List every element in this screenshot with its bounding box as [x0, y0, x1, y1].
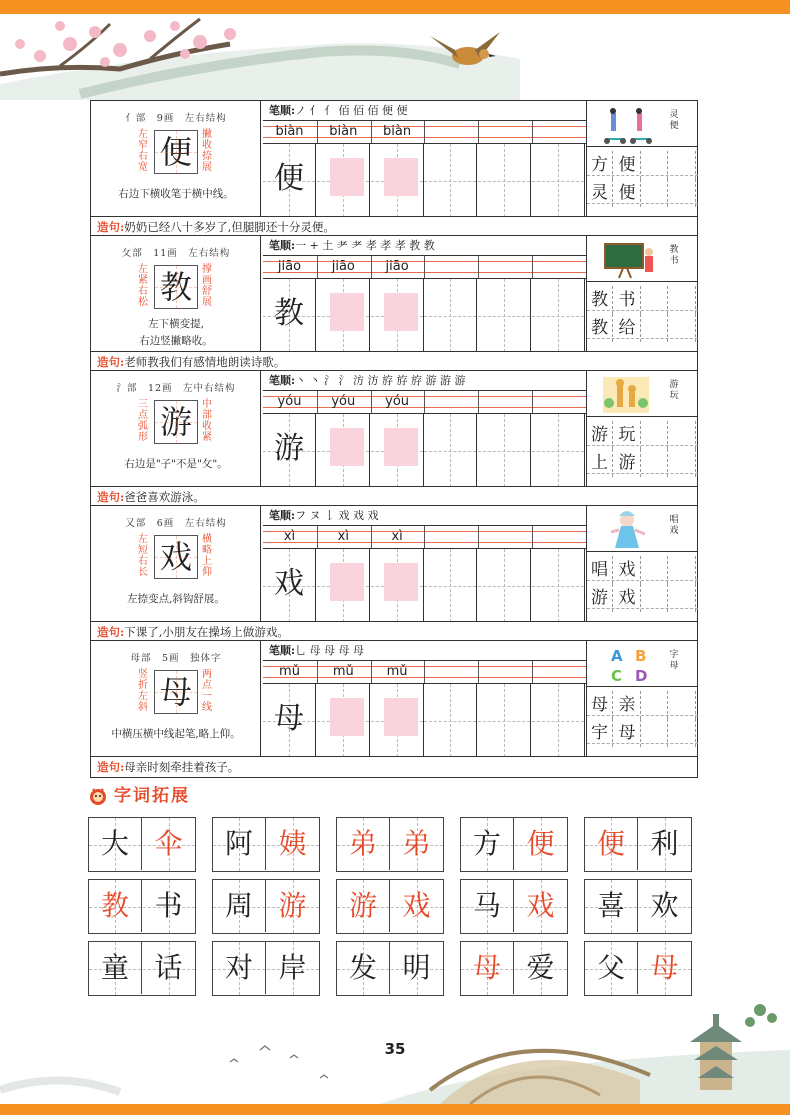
word-cell: 宇 [587, 719, 613, 747]
writing-grid [263, 413, 586, 486]
svg-text:B: B [635, 647, 647, 665]
word-tile [212, 941, 320, 996]
example-sentence: 造句:奶奶已经八十多岁了,但腿脚还十分灵便。 [91, 216, 697, 236]
word-cell[interactable] [642, 719, 668, 747]
word-cell[interactable] [670, 556, 696, 584]
pinyin: xì [337, 529, 349, 544]
writing-grid-cell[interactable] [317, 279, 370, 352]
tile-char-left: 教 [89, 880, 142, 932]
writing-grid-cell[interactable] [263, 279, 316, 352]
writing-grid-cell[interactable] [263, 414, 316, 487]
tile-char-left: 发 [337, 942, 390, 994]
word-cell[interactable] [642, 179, 668, 207]
svg-text:C: C [611, 667, 623, 685]
tile-char-right: 游 [278, 889, 307, 922]
word-cell: 便 [615, 151, 641, 179]
opera-singer-icon [597, 508, 661, 550]
pinyin-row [263, 526, 586, 548]
tile-char-right: 弟 [402, 827, 431, 860]
tile-char-right: 戏 [402, 889, 431, 922]
pinyin: jiāo [385, 259, 409, 274]
practice-char: 戏 [274, 566, 304, 601]
svg-text:A: A [611, 647, 623, 665]
picture-label: 灵便 [669, 110, 679, 131]
word-cell: 上 [587, 449, 613, 477]
page-number: 35 [384, 1040, 406, 1058]
writing-grid-cell[interactable] [532, 684, 585, 757]
writing-tip: 左下横变提, [148, 318, 204, 330]
word-cell[interactable] [670, 719, 696, 747]
word-tile [212, 817, 320, 872]
structure-note-right: 撑画舒展 [202, 264, 212, 308]
word-cell: 便 [615, 179, 641, 207]
writing-grid-cell[interactable] [263, 144, 316, 217]
picture-box [586, 101, 697, 147]
tile-char-right: 姨 [278, 827, 307, 860]
writing-grid-cell[interactable] [478, 414, 531, 487]
tile-char-left: 童 [89, 942, 142, 994]
word-tile [460, 941, 568, 996]
writing-grid-cell[interactable] [371, 549, 424, 622]
tile-char-left: 弟 [337, 818, 390, 870]
pinyin: yóu [385, 394, 410, 409]
tile-char-left: 喜 [585, 880, 638, 932]
bridge-landscape-decoration [0, 1000, 790, 1104]
writing-grid-cell[interactable] [478, 549, 531, 622]
tile-char-right: 便 [526, 827, 555, 860]
radical-info: 攵部 11画 左右结构 [121, 248, 231, 259]
structure-note-right: 两点一线 [202, 669, 212, 713]
stroke-order: 笔顺:乚 母 母 母 母 [263, 641, 586, 661]
practice-char: 母 [274, 701, 304, 736]
blackboard-icon [597, 238, 661, 280]
picture-box [586, 641, 697, 687]
word-extension-title: 字词拓展 [88, 783, 190, 809]
word-cell[interactable] [642, 151, 668, 179]
giraffe-icon [597, 373, 661, 415]
example-sentence: 造句:老师教我们有感情地朗读诗歌。 [91, 351, 697, 371]
writing-grid-cell[interactable] [424, 684, 477, 757]
picture-box [586, 236, 697, 282]
word-practice [586, 417, 697, 486]
word-tile [584, 879, 692, 934]
stroke-order: 笔顺:ノ 亻 亻 佰 佰 佰 便 便 [263, 101, 586, 121]
structure-note-right: 撇收捺展 [202, 129, 212, 173]
picture-label: 字母 [669, 650, 679, 671]
practice-char: 游 [274, 431, 304, 466]
tile-char-left: 便 [585, 818, 638, 870]
radical-info: 母部 5画 独体字 [130, 653, 222, 664]
word-cell[interactable] [670, 584, 696, 612]
word-practice [586, 147, 697, 216]
writing-grid-cell[interactable] [317, 414, 370, 487]
stroke-order: 笔顺:一 + 土 耂 耂 孝 孝 孝 教 教 [263, 236, 586, 256]
word-cell: 戏 [615, 584, 641, 612]
writing-grid [263, 683, 586, 756]
word-cell: 玩 [615, 421, 641, 449]
writing-grid [263, 278, 586, 351]
word-cell: 唱 [587, 556, 613, 584]
writing-grid-cell[interactable] [263, 684, 316, 757]
character-card [90, 505, 698, 643]
writing-grid-cell[interactable] [424, 279, 477, 352]
tile-char-left: 父 [585, 942, 638, 994]
writing-grid-cell[interactable] [532, 279, 585, 352]
writing-grid-cell[interactable] [317, 144, 370, 217]
writing-grid-cell[interactable] [317, 684, 370, 757]
word-tile [336, 817, 444, 872]
pinyin: xì [283, 529, 296, 544]
pinyin-row [263, 121, 586, 143]
stroke-order: 笔顺:フ ヌ 𠄌 戏 戏 戏 [263, 506, 586, 526]
pinyin-row [263, 661, 586, 683]
stroke-order: 笔顺:丶 丶 氵 氵 汸 汸 斿 斿 斿 游 游 游 [263, 371, 586, 391]
word-cell[interactable] [642, 556, 668, 584]
writing-grid-cell[interactable] [317, 549, 370, 622]
example-sentence: 造句:爸爸喜欢游泳。 [91, 486, 697, 506]
word-cell: 给 [615, 314, 641, 342]
writing-grid-cell[interactable] [532, 144, 585, 217]
word-tile [336, 941, 444, 996]
bottom-accent-bar [0, 1104, 790, 1115]
word-cell[interactable] [642, 584, 668, 612]
character-card [90, 235, 698, 373]
pinyin: xì [391, 529, 403, 544]
writing-grid-cell[interactable] [371, 279, 424, 352]
word-cell[interactable] [642, 449, 668, 477]
flying-birds-icon [230, 1046, 328, 1078]
pinyin: biàn [275, 124, 304, 139]
word-cell[interactable] [670, 151, 696, 179]
tile-char-left: 周 [213, 880, 266, 932]
writing-grid-cell[interactable] [371, 414, 424, 487]
word-cell: 亲 [615, 691, 641, 719]
word-tile [88, 941, 196, 996]
word-tile [336, 879, 444, 934]
writing-grid-cell[interactable] [263, 549, 316, 622]
picture-box [586, 506, 697, 552]
tile-char-right: 书 [154, 889, 183, 922]
structure-note-left: 左短右长 [138, 534, 148, 578]
tile-char-left: 对 [213, 942, 266, 994]
word-tile [88, 817, 196, 872]
word-tile [88, 879, 196, 934]
character-card [90, 100, 698, 238]
pinyin-row [263, 391, 586, 413]
character-card [90, 370, 698, 508]
word-cell: 母 [587, 691, 613, 719]
word-cell[interactable] [642, 691, 668, 719]
pinyin: mǔ [279, 664, 300, 679]
picture-box [586, 371, 697, 417]
word-cell: 方 [587, 151, 613, 179]
target-character: 游 [154, 400, 198, 444]
word-cell: 游 [587, 421, 613, 449]
word-practice [586, 552, 697, 621]
picture-label: 游玩 [669, 380, 679, 401]
character-card [90, 640, 698, 778]
tile-char-left: 游 [337, 880, 390, 932]
picture-label: 唱戏 [669, 515, 679, 536]
tile-char-left: 大 [89, 818, 142, 870]
radical-info: 亻部 9画 左右结构 [125, 113, 227, 124]
writing-grid-cell[interactable] [371, 684, 424, 757]
word-cell[interactable] [642, 286, 668, 314]
writing-grid-cell[interactable] [424, 414, 477, 487]
writing-grid-cell[interactable] [532, 414, 585, 487]
writing-tip: 右边竖撇略收。 [139, 335, 213, 347]
pinyin: jiāo [277, 259, 302, 274]
svg-text:D: D [635, 667, 648, 685]
writing-grid [263, 143, 586, 216]
writing-grid-cell[interactable] [478, 279, 531, 352]
writing-tip: 左捺变点,斜钩舒展。 [127, 593, 225, 605]
mascot-icon [88, 786, 108, 806]
tile-char-right: 话 [154, 951, 183, 984]
writing-tip: 中横压横中线起笔,略上仰。 [111, 728, 241, 740]
target-character: 戏 [154, 535, 198, 579]
word-tile [212, 879, 320, 934]
writing-grid-cell[interactable] [371, 144, 424, 217]
word-cell: 母 [615, 719, 641, 747]
writing-grid-cell[interactable] [424, 549, 477, 622]
structure-note-right: 横略上仰 [202, 534, 212, 578]
word-tile [460, 817, 568, 872]
word-cell: 戏 [615, 556, 641, 584]
word-cell: 游 [615, 449, 641, 477]
word-tile [460, 879, 568, 934]
structure-note-left: 左紧右松 [138, 264, 148, 308]
writing-grid-cell[interactable] [478, 684, 531, 757]
word-cell[interactable] [670, 691, 696, 719]
tile-char-left: 阿 [213, 818, 266, 870]
word-cell: 教 [587, 314, 613, 342]
word-cell: 游 [587, 584, 613, 612]
writing-grid-cell[interactable] [478, 144, 531, 217]
tile-char-left: 马 [461, 880, 514, 932]
tile-char-left: 方 [461, 818, 514, 870]
scooter-icon [597, 103, 661, 145]
structure-note-right: 中部收紧 [202, 399, 212, 443]
structure-note-left: 左窄右宽 [138, 129, 148, 173]
pinyin: biàn [383, 124, 412, 139]
writing-tip: 右边下横收笔于横中线。 [118, 188, 234, 200]
word-practice [586, 687, 697, 756]
word-cell[interactable] [670, 286, 696, 314]
word-cell: 教 [587, 286, 613, 314]
tile-char-right: 母 [650, 951, 679, 984]
pinyin: mǔ [332, 664, 354, 679]
plum-blossom-decoration [0, 14, 790, 100]
word-cell[interactable] [642, 421, 668, 449]
target-character: 母 [154, 670, 198, 714]
word-cell: 书 [615, 286, 641, 314]
target-character: 便 [154, 130, 198, 174]
pinyin: biàn [329, 124, 358, 139]
word-cell[interactable] [670, 179, 696, 207]
practice-char: 教 [274, 296, 304, 331]
word-cell: 灵 [587, 179, 613, 207]
tile-char-right: 明 [402, 951, 431, 984]
word-tile [584, 817, 692, 872]
tile-char-left: 母 [461, 942, 514, 994]
structure-note-left: 竖折左斜 [138, 669, 148, 713]
tile-char-right: 爱 [526, 951, 555, 984]
word-practice [586, 282, 697, 351]
tile-char-right: 戏 [526, 889, 555, 922]
writing-grid-cell[interactable] [532, 549, 585, 622]
structure-note-left: 三点弧形 [138, 399, 148, 443]
pinyin: mǔ [386, 664, 408, 679]
word-cell[interactable] [670, 421, 696, 449]
word-cell[interactable] [670, 449, 696, 477]
word-tile [584, 941, 692, 996]
radical-info: 又部 6画 左右结构 [125, 518, 227, 529]
tile-char-right: 岸 [278, 951, 307, 984]
tile-char-right: 利 [650, 827, 679, 860]
pinyin: yóu [331, 394, 356, 409]
writing-tip: 右边是"子"不是"攵"。 [124, 458, 228, 470]
radical-info: 氵部 12画 左中右结构 [116, 383, 236, 394]
tile-char-right: 欢 [650, 889, 679, 922]
example-sentence: 造句:下课了,小朋友在操场上做游戏。 [91, 621, 697, 641]
top-accent-bar [0, 0, 790, 14]
picture-label: 教书 [669, 245, 679, 266]
abcd-letters-icon [597, 643, 661, 685]
word-cell[interactable] [642, 314, 668, 342]
pinyin-row [263, 256, 586, 278]
word-cell[interactable] [670, 314, 696, 342]
pinyin: yóu [277, 394, 302, 409]
writing-grid-cell[interactable] [424, 144, 477, 217]
example-sentence: 造句:母亲时刻牵挂着孩子。 [91, 756, 697, 776]
tile-char-right: 伞 [154, 827, 183, 860]
practice-char: 便 [274, 161, 304, 196]
writing-grid [263, 548, 586, 621]
target-character: 教 [154, 265, 198, 309]
pinyin: jiāo [331, 259, 355, 274]
